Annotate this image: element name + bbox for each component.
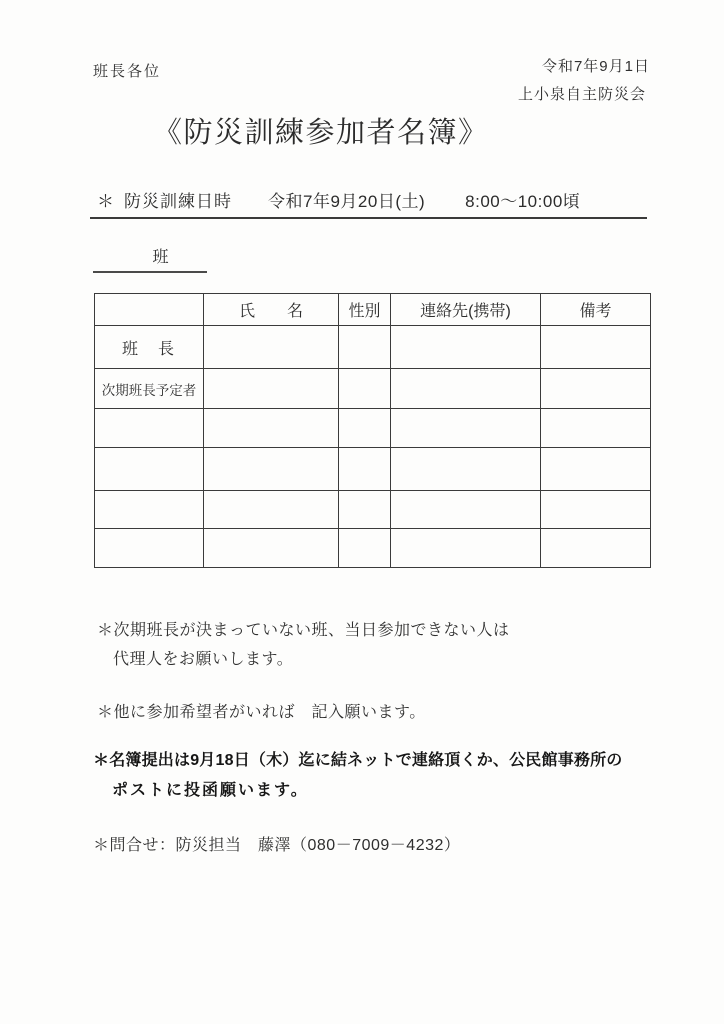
empty-name-cell bbox=[204, 529, 339, 568]
header-remarks-cell: 備考 bbox=[541, 294, 651, 326]
empty-remarks-cell bbox=[541, 491, 651, 529]
empty-remarks-cell bbox=[541, 529, 651, 568]
table-row-blank bbox=[95, 448, 651, 491]
contact-info-line: ＊問合せ：防災担当 藤澤（080－7009－4232） bbox=[93, 837, 461, 854]
empty-gender-cell bbox=[339, 326, 391, 369]
header-role-cell bbox=[95, 294, 204, 326]
table-row-next-leader bbox=[95, 369, 651, 409]
empty-contact-cell bbox=[391, 491, 541, 529]
empty-gender-cell bbox=[339, 369, 391, 409]
organization-name: 上小泉自主防災会 bbox=[517, 86, 646, 103]
empty-name-cell bbox=[204, 448, 339, 491]
empty-contact-cell bbox=[391, 448, 541, 491]
row-label-leader: 班 長 bbox=[95, 326, 204, 369]
schedule-label: 防災訓練日時 bbox=[124, 192, 232, 211]
table-row-blank bbox=[95, 491, 651, 529]
row-label-next-leader: 次期班長予定者 bbox=[95, 369, 204, 409]
empty-contact-cell bbox=[391, 529, 541, 568]
page-title: 《防災訓練参加者名簿》 bbox=[153, 117, 489, 149]
empty-gender-cell bbox=[339, 448, 391, 491]
empty-contact-cell bbox=[391, 326, 541, 369]
row-label-blank bbox=[95, 491, 204, 529]
table-row-leader bbox=[95, 326, 651, 369]
empty-gender-cell bbox=[339, 491, 391, 529]
empty-name-cell bbox=[204, 326, 339, 369]
empty-remarks-cell bbox=[541, 448, 651, 491]
empty-name-cell bbox=[204, 369, 339, 409]
drill-schedule-line bbox=[97, 187, 580, 212]
empty-name-cell bbox=[204, 409, 339, 448]
table-header-row bbox=[95, 294, 651, 326]
empty-remarks-cell bbox=[541, 409, 651, 448]
empty-gender-cell bbox=[339, 529, 391, 568]
table-row-blank bbox=[95, 409, 651, 448]
empty-remarks-cell bbox=[541, 326, 651, 369]
empty-name-cell bbox=[204, 491, 339, 529]
table-row-blank bbox=[95, 529, 651, 568]
header-name-cell: 氏 名 bbox=[204, 294, 339, 326]
addressee-label: 班長各位 bbox=[93, 63, 162, 80]
schedule-time: 8:00～10:00頃 bbox=[465, 192, 581, 211]
empty-gender-cell bbox=[339, 409, 391, 448]
document-date: 令和7年9月1日 bbox=[541, 58, 650, 75]
empty-contact-cell bbox=[391, 369, 541, 409]
group-name-blank: 班 bbox=[152, 249, 170, 266]
note-substitute-line1: ＊次期班長が決まっていない班、当日参加できない人は bbox=[97, 622, 510, 639]
row-label-blank bbox=[95, 409, 204, 448]
header-contact-cell: 連絡先(携帯) bbox=[391, 294, 541, 326]
participant-roster-table bbox=[94, 293, 651, 568]
note-substitute-line2: 代理人をお願いします。 bbox=[113, 651, 294, 668]
note-submission-deadline-line1: ＊名簿提出は9月18日（木）迄に結ネットで連絡頂くか、公民館事務所の bbox=[93, 752, 623, 769]
row-label-blank bbox=[95, 448, 204, 491]
schedule-date: 令和7年9月20日(土) bbox=[268, 192, 426, 211]
note-additional-participants: ＊他に参加希望者がいれば 記入願います。 bbox=[97, 704, 426, 721]
header-gender-cell: 性別 bbox=[339, 294, 391, 326]
schedule-underline bbox=[90, 217, 647, 219]
empty-remarks-cell bbox=[541, 369, 651, 409]
group-name-underline bbox=[93, 271, 207, 273]
asterisk-marker: ＊ bbox=[97, 192, 114, 211]
note-submission-deadline-line2: ポストに投函願います。 bbox=[112, 782, 309, 799]
empty-contact-cell bbox=[391, 409, 541, 448]
row-label-blank bbox=[95, 529, 204, 568]
